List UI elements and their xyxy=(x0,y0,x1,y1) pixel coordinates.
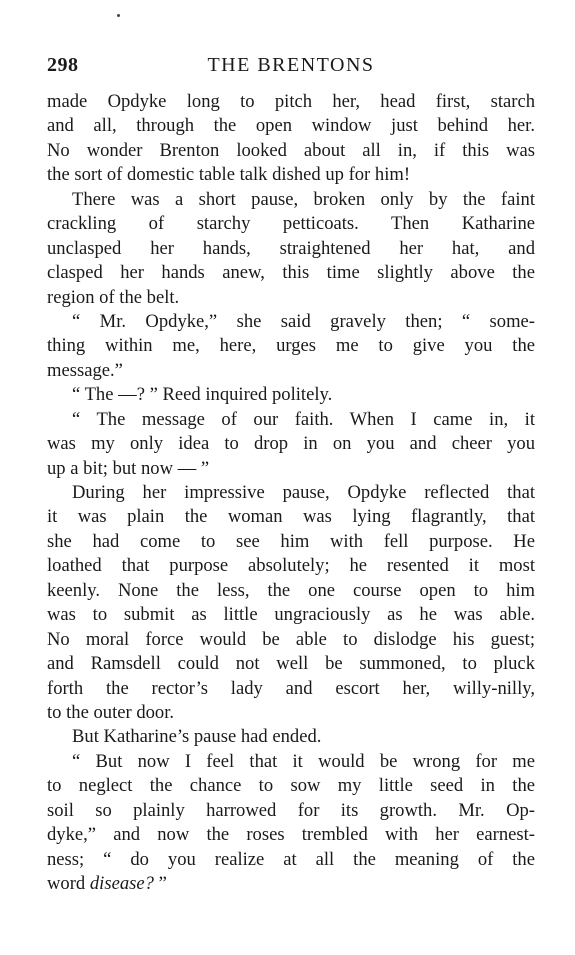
text-line-content: During her impressive pause, Opdyke reflected that xyxy=(72,482,535,503)
text-line-content: message.” xyxy=(47,359,123,381)
text-line-content: ness; “ do you realize at all the meaning of the xyxy=(47,848,535,870)
text-line xyxy=(47,139,535,163)
text-line-content: she had come to see him with fell purpose. He xyxy=(47,530,535,552)
text-line-content: region of the belt. xyxy=(47,286,180,308)
text-line xyxy=(47,505,535,529)
text-line xyxy=(47,554,535,578)
text-line xyxy=(47,237,535,261)
text-line-content: was to submit as little ungraciously as he was able. xyxy=(47,604,535,626)
text-line-content: keenly. None the less, the one course open to him xyxy=(47,579,535,601)
text-line-content: word xyxy=(47,873,90,894)
text-line xyxy=(47,359,535,383)
text-line-content: was my only idea to drop in on you and cheer you xyxy=(47,433,535,455)
text-line-content: the sort of domestic table talk dished up for him! xyxy=(47,164,411,186)
text-line-content: soil so plainly harrowed for its growth. Mr. Op- xyxy=(47,799,535,821)
text-line xyxy=(47,799,535,823)
text-line xyxy=(47,286,535,310)
text-line xyxy=(47,750,535,774)
text-line-content: crackling of starchy petticoats. Then Katharine xyxy=(47,213,535,235)
text-line-content: and Ramsdell could not well be summoned, to pluck xyxy=(47,653,535,675)
text-line xyxy=(47,603,535,627)
text-line xyxy=(47,383,535,407)
text-line xyxy=(47,652,535,676)
text-line-content: to the outer door. xyxy=(47,701,175,723)
text-line xyxy=(47,188,535,212)
text-line-content: There was a short pause, broken only by the faint xyxy=(72,188,535,210)
closing-quote: ” xyxy=(153,873,167,894)
text-line-content: and all, through the open window just behind her. xyxy=(47,115,535,137)
text-line xyxy=(47,432,535,456)
text-line-content: made Opdyke long to pitch her, head first, starch xyxy=(47,91,535,112)
text-line-content: forth the rector’s lady and escort her, willy-nilly, xyxy=(47,677,535,699)
page-number: 298 xyxy=(47,54,79,76)
text-line-content: to neglect the chance to sow my little seed in the xyxy=(47,775,535,797)
text-line xyxy=(47,334,535,358)
text-line-content: it was plain the woman was lying flagrantly, that xyxy=(47,506,535,528)
text-line xyxy=(47,725,535,749)
text-line-content: No wonder Brenton looked about all in, if this was xyxy=(47,139,535,161)
text-line-content: “ But now I feel that it would be wrong for me xyxy=(72,750,535,772)
text-line xyxy=(47,310,535,334)
text-line-content: unclasped her hands, straightened her hat, and xyxy=(47,237,535,259)
book-page xyxy=(47,50,535,896)
text-line xyxy=(47,701,535,725)
text-line xyxy=(47,481,535,505)
running-head: THE BRENTONS xyxy=(207,54,375,76)
text-line xyxy=(47,163,535,187)
text-line-content: “ The message of our faith. When I came in, it xyxy=(72,408,535,430)
text-line xyxy=(47,212,535,236)
text-line xyxy=(47,530,535,554)
text-line xyxy=(47,261,535,285)
text-line-content: “ Mr. Opdyke,” she said gravely then; “ some- xyxy=(72,310,535,332)
text-line xyxy=(47,872,535,896)
text-line xyxy=(47,774,535,798)
page-header xyxy=(47,50,535,80)
text-line-content: No moral force would be able to dislodge his guest; xyxy=(47,628,535,650)
text-line xyxy=(47,628,535,652)
body-text xyxy=(47,90,535,896)
text-line xyxy=(47,457,535,481)
text-line-content: But Katharine’s pause had ended. xyxy=(72,726,322,748)
text-line-content: dyke,” and now the roses trembled with her earnest- xyxy=(47,824,535,846)
text-line xyxy=(47,823,535,847)
text-line xyxy=(47,90,535,114)
text-line-content: “ The —? ” Reed inquired politely. xyxy=(72,384,333,406)
italic-word: disease? xyxy=(89,873,154,894)
text-line xyxy=(47,848,535,872)
stray-ink-mark xyxy=(117,14,120,17)
text-line xyxy=(47,579,535,603)
text-line xyxy=(47,408,535,432)
text-line xyxy=(47,677,535,701)
text-line-content: up a bit; but now — ” xyxy=(47,457,210,479)
text-line-content: thing within me, here, urges me to give you the xyxy=(47,335,535,357)
text-line-content: loathed that purpose absolutely; he resented it most xyxy=(47,555,535,577)
text-line xyxy=(47,114,535,138)
text-line-content: clasped her hands anew, this time slightly above the xyxy=(47,262,535,284)
